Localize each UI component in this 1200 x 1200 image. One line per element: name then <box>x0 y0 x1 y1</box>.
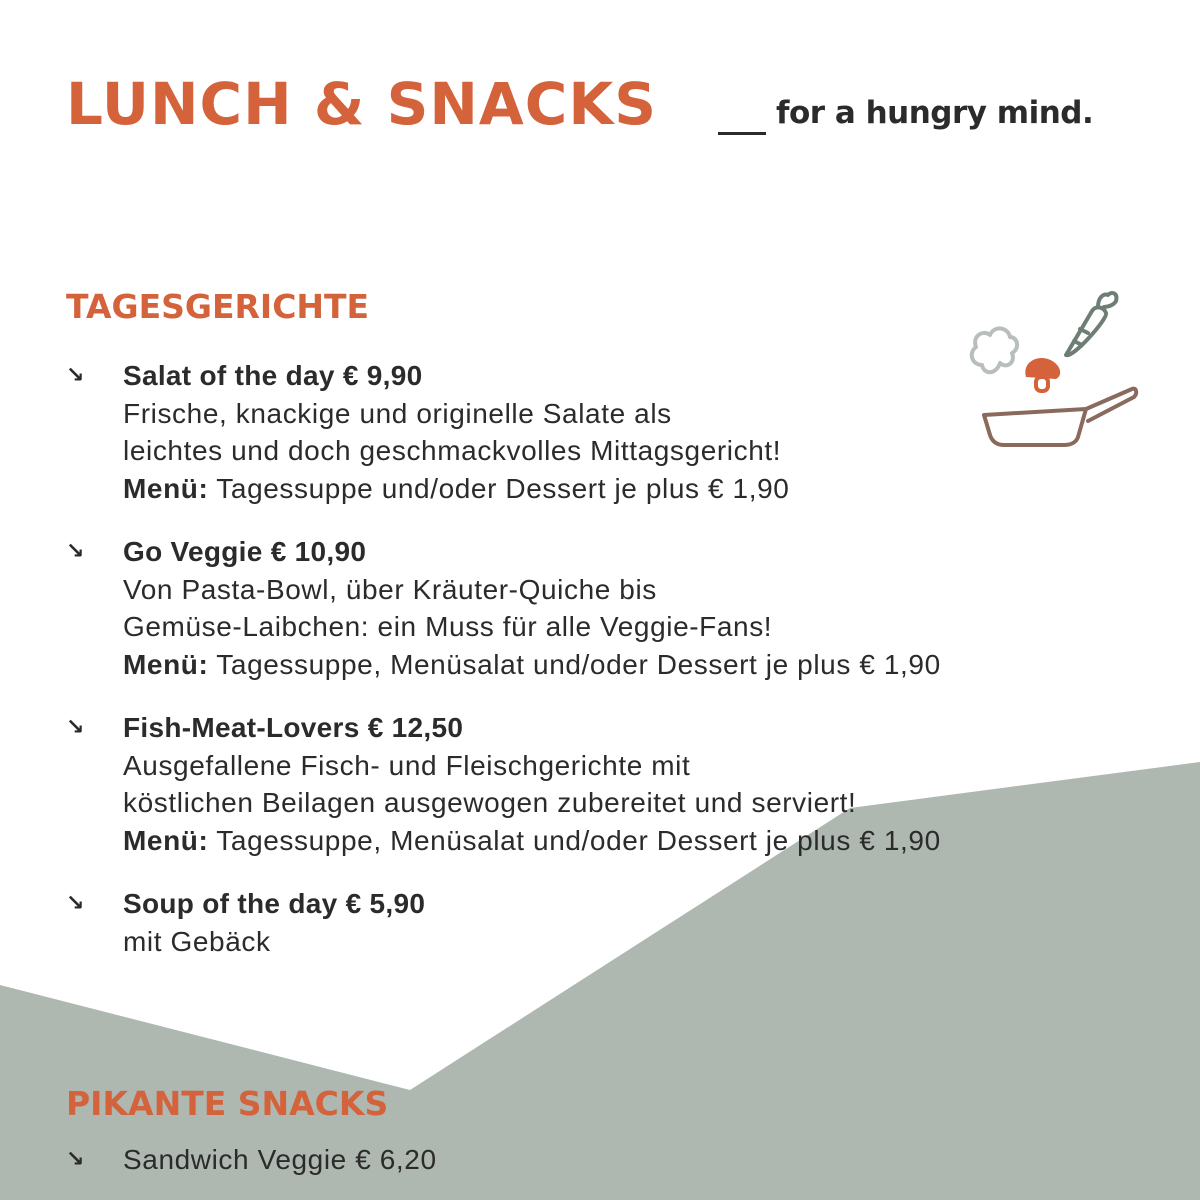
menu-text: Tagessuppe, Menüsalat und/oder Dessert je plus € 1,90 <box>208 824 941 856</box>
item-description: Ausgefallene Fisch- und Fleischgerichte mit <box>123 749 691 781</box>
menu-label: Menü: <box>123 648 209 680</box>
menu-item-text <box>123 357 789 507</box>
arrow-icon: ↘ <box>66 363 85 388</box>
section-heading-pikante-snacks: PIKANTE SNACKS <box>66 1084 389 1123</box>
item-menu-note <box>123 822 941 860</box>
item-description: köstlichen Beilagen ausgewogen zubereitet und serviert! <box>123 787 857 818</box>
item-menu-note <box>123 646 941 684</box>
item-menu-note <box>123 470 789 508</box>
item-name-price: Sandwich Veggie € 6,20 <box>123 1144 437 1175</box>
tagline-group <box>718 95 1093 135</box>
arrow-icon: ↘ <box>66 1147 85 1172</box>
item-description: Frische, knackige und originelle Salate als <box>123 397 672 429</box>
menu-item-text <box>123 1141 437 1179</box>
frying-pan-icon <box>984 389 1136 445</box>
section-heading-tagesgerichte: TAGESGERICHTE <box>66 287 370 326</box>
item-description: leichtes und doch geschmackvolles Mittagsgericht! <box>123 435 782 466</box>
menu-item-text <box>123 885 425 960</box>
page-title: LUNCH & SNACKS <box>66 70 658 138</box>
cloud-icon <box>972 328 1017 372</box>
arrow-icon: ↘ <box>66 891 85 916</box>
item-name-price: Fish-Meat-Lovers € 12,50 <box>123 712 464 743</box>
arrow-icon: ↘ <box>66 715 85 740</box>
item-name-price: Salat of the day € 9,90 <box>123 360 423 391</box>
arrow-icon: ↘ <box>66 539 85 564</box>
menu-text: Tagessuppe und/oder Dessert je plus € 1,90 <box>208 472 790 504</box>
menu-text: Tagessuppe, Menüsalat und/oder Dessert je plus € 1,90 <box>208 648 941 680</box>
item-name-price: Go Veggie € 10,90 <box>123 536 367 567</box>
cooking-illustration <box>960 285 1145 455</box>
menu-item-text <box>123 533 941 683</box>
menu-label: Menü: <box>123 472 209 504</box>
menu-label: Menü: <box>123 824 209 856</box>
mushroom-icon <box>1025 358 1060 391</box>
menu-item-text <box>123 709 941 859</box>
tagline: for a hungry mind. <box>776 95 1094 131</box>
item-description: mit Gebäck <box>123 925 271 957</box>
item-description: Von Pasta-Bowl, über Kräuter-Quiche bis <box>123 573 657 605</box>
item-name-price: Soup of the day € 5,90 <box>123 888 426 919</box>
tagline-dash <box>718 132 766 135</box>
item-description: Gemüse-Laibchen: ein Muss für alle Veggie-Fans! <box>123 611 773 642</box>
carrot-icon <box>1066 293 1116 355</box>
